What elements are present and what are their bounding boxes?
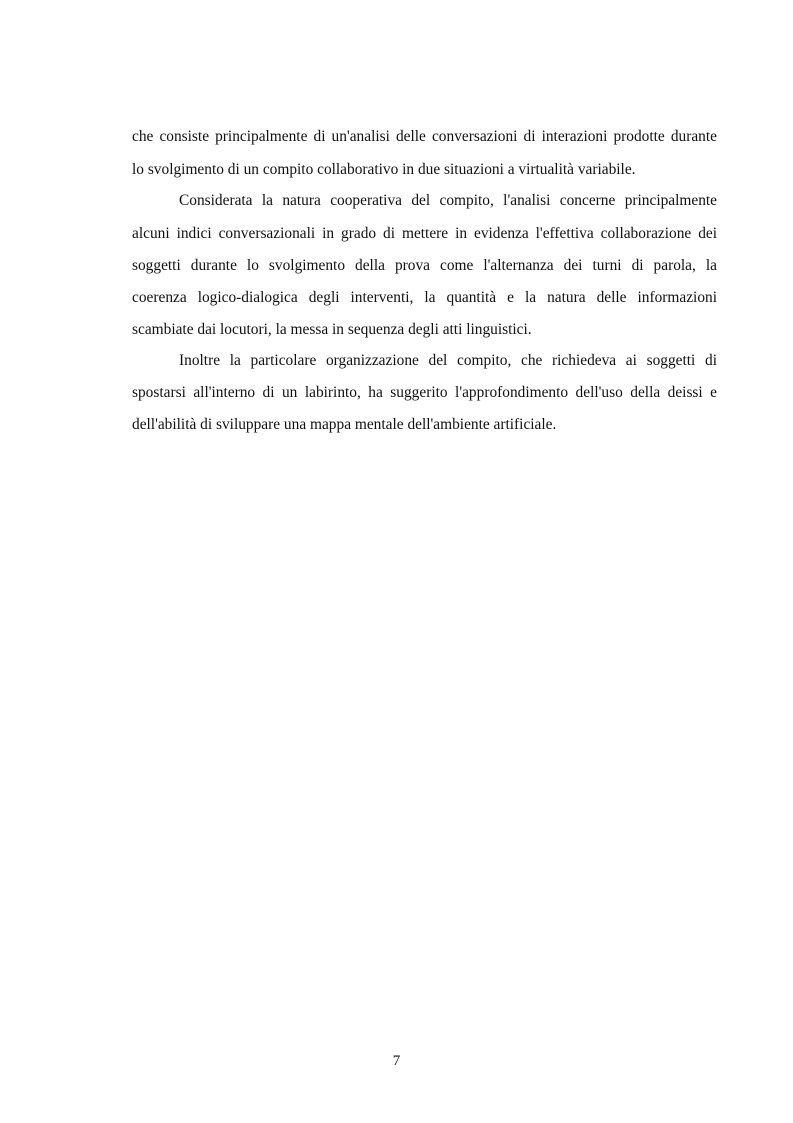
text-line: dell'abilità di sviluppare una mappa mentale dell'ambiente artificiale. [132,416,557,433]
text-line: che consiste principalmente di un'analisi delle conversazioni di interazioni prodotte durante [132,128,717,145]
text-line: alcuni indici conversazionali in grado di mettere in evidenza l'effettiva collaborazione dei [132,225,717,242]
text-line: soggetti durante lo svolgimento della prova come l'alternanza dei turni di parola, la [132,257,717,274]
page-number: 7 [392,1053,401,1069]
text-line: scambiate dai locutori, la messa in sequenza degli atti linguistici. [132,321,532,338]
text-line: Inoltre la particolare organizzazione del compito, che richiedeva ai soggetti di [179,352,717,369]
text-line: lo svolgimento di un compito collaborativo in due situazioni a virtualità variabile. [132,161,636,178]
text-line: Considerata la natura cooperativa del compito, l'analisi concerne principalmente [179,192,717,209]
text-line: coerenza logico-dialogica degli interventi, la quantità e la natura delle informazioni [132,289,717,306]
text-line: spostarsi all'interno di un labirinto, ha suggerito l'approfondimento dell'uso della deissi e [132,384,717,401]
